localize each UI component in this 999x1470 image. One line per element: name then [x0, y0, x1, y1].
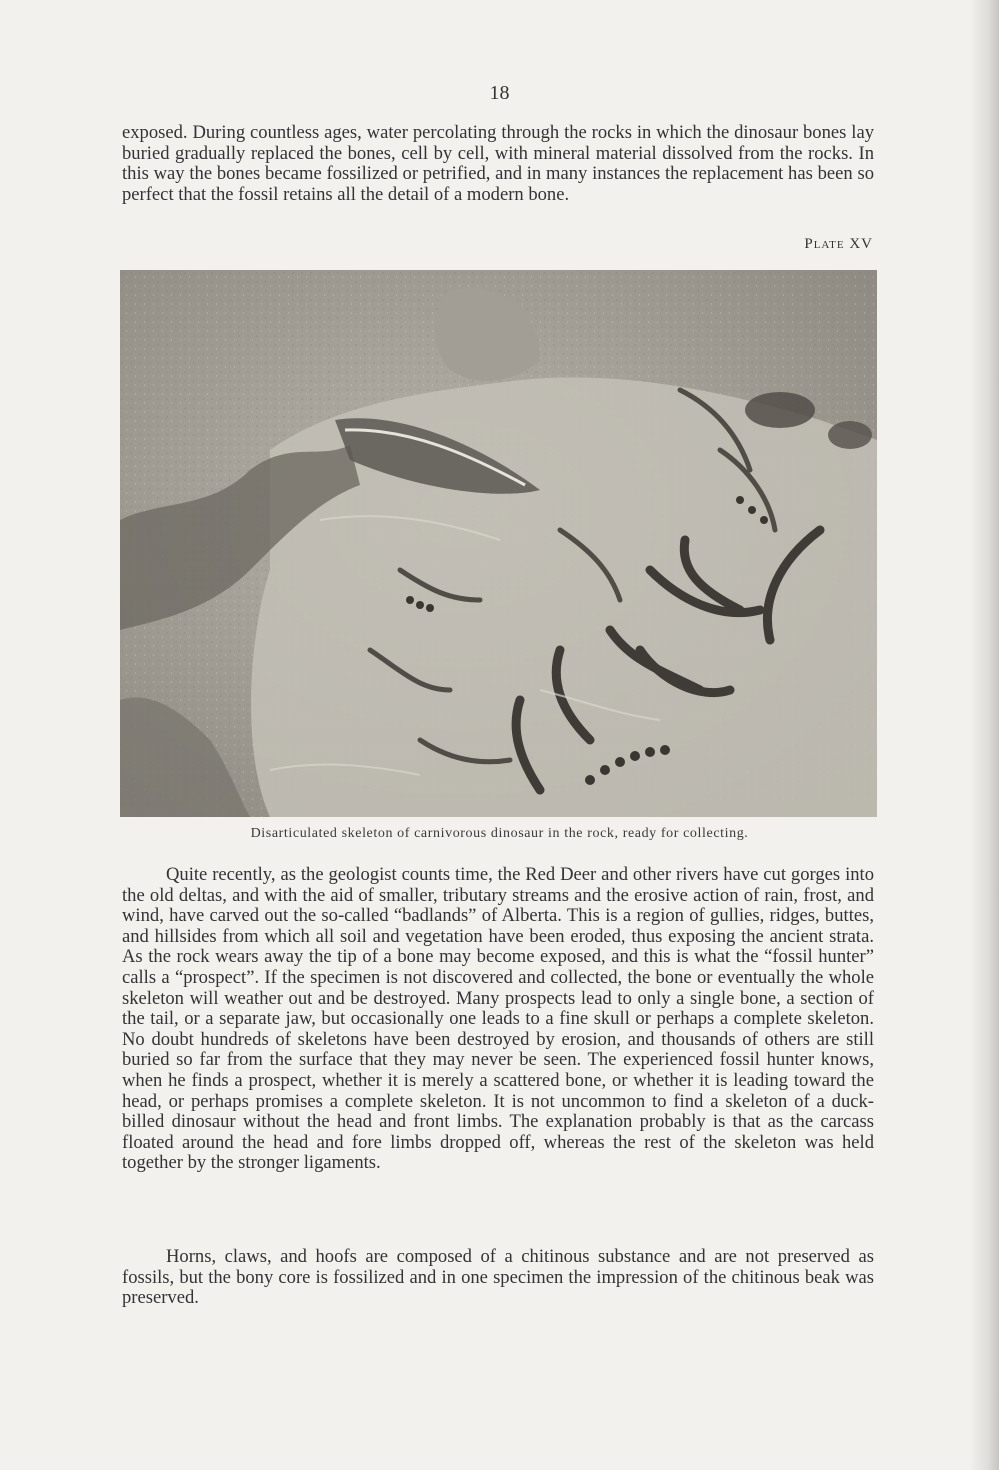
page-edge-shadow [969, 0, 999, 1470]
fossil-skeleton-photo [120, 270, 877, 817]
page-number: 18 [489, 82, 510, 104]
plate-label: Plate XV [804, 236, 873, 252]
paragraph-1: exposed. During countless ages, water percolating through the rocks in which the dinosaur bones lay buried gradually replaced the bones, cell by cell, with mineral material dissolved from the rocks. In this way the bones became fossilized or petrified, and in many instances the replacement has been so perfect that the fossil retains all the detail of a modern bone. [122, 122, 874, 205]
paragraph-3: Horns, claws, and hoofs are composed of a chitinous substance and are not preserved as fossils, but the bony core is fossilized and in one specimen the impression of the chitinous beak was preserved. [122, 1246, 874, 1309]
photo-caption: Disarticulated skeleton of carnivorous dinosaur in the rock, ready for collecting. [250, 826, 749, 841]
paragraph-2: Quite recently, as the geologist counts time, the Red Deer and other rivers have cut gorges into the old deltas, and with the aid of smaller, tributary streams and the erosive action of rain, frost, and wind, have carved out the so-called “badlands” of Alberta. This is a region of gullies, ridges, buttes, and hillsides from which all soil and vegetation have been eroded, thus exposing the ancient strata. As the rock wears away the tip of a bone may become exposed, and this is what the “fossil hunter” calls a “prospect”. If the specimen is not discovered and collected, the bone or eventually the whole skeleton will weather out and be destroyed. Many prospects lead to only a single bone, a section of the tail, or a separate jaw, but occasionally one leads to a fine skull or perhaps a complete skeleton. No doubt hundreds of skeletons have been destroyed by erosion, and thousands of others are still buried so far from the surface that they may never be seen. The experienced fossil hunter knows, when he finds a prospect, whether it is merely a scattered bone, or whether it is leading toward the head, or perhaps promises a complete skeleton. It is not uncommon to find a skeleton of a duck-billed dinosaur without the head and front limbs. The explanation probably is that as the carcass floated around the head and fore limbs dropped off, whereas the rest of the skeleton was held together by the stronger ligaments. [122, 864, 874, 1174]
